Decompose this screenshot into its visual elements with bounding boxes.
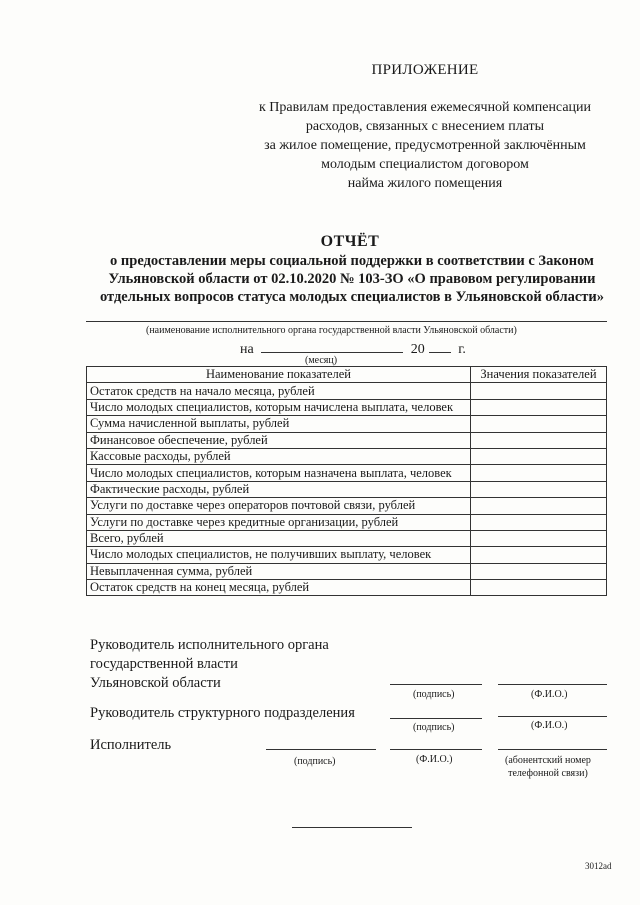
page-code: 3012ad (585, 861, 612, 871)
period-year: 20 (410, 342, 425, 357)
authority-caption: (наименование исполнительного органа государственной власти Ульяновской области) (146, 325, 517, 336)
closing-line (292, 827, 412, 828)
period-prefix: на (240, 342, 254, 357)
fio-caption: (Ф.И.О.) (531, 720, 568, 731)
row-name: Всего, рублей (87, 530, 471, 546)
year-field[interactable] (429, 340, 451, 353)
table-row (87, 530, 607, 546)
row-name: Невыплаченная сумма, рублей (87, 563, 471, 579)
table-header-row (87, 367, 607, 383)
fio-caption: (Ф.И.О.) (531, 689, 568, 700)
row-value-cell[interactable] (470, 547, 606, 563)
appendix-line: за жилое помещение, предусмотренной заключённым (264, 138, 586, 153)
head-of-authority-label (90, 636, 329, 693)
report-title: ОТЧЁТ (320, 233, 380, 250)
appendix-line: к Правилам предоставления ежемесячной компенсации (258, 100, 592, 115)
table-row (87, 547, 607, 563)
appendix-description (230, 98, 620, 193)
table-row (87, 465, 607, 481)
executor-label: Исполнитель (90, 737, 172, 753)
appendix-line: расходов, связанных с внесением платы (305, 119, 545, 134)
row-name: Сумма начисленной выплаты, рублей (87, 416, 471, 432)
row-value-cell[interactable] (470, 399, 606, 415)
signature-caption: (подпись) (294, 756, 336, 767)
report-subtitle-line: отдельных вопросов статуса молодых специалистов в Ульяновской области» (99, 289, 604, 305)
head-label-line: Руководитель исполнительного органа (90, 637, 329, 653)
table-row (87, 399, 607, 415)
head-label-line: государственной власти (90, 656, 238, 672)
phone-caption-line: телефонной связи) (508, 768, 588, 779)
row-name: Финансовое обеспечение, рублей (87, 432, 471, 448)
executor-signature-line[interactable] (266, 749, 376, 750)
executor-fio-line[interactable] (390, 749, 482, 750)
report-subtitle-line: о предоставлении меры социальной поддержки в соответствии с Законом (110, 253, 594, 269)
table-row (87, 514, 607, 530)
period-suffix: г. (458, 342, 466, 357)
table-row (87, 580, 607, 596)
row-name: Число молодых специалистов, которым назначена выплата, человек (87, 465, 471, 481)
row-name: Остаток средств на конец месяца, рублей (87, 580, 471, 596)
authority-name-line[interactable] (86, 321, 607, 322)
row-name: Услуги по доставке через операторов почтовой связи, рублей (87, 498, 471, 514)
signature-caption: (подпись) (413, 722, 455, 733)
head-label-line: Ульяновской области (90, 675, 221, 691)
table-row (87, 563, 607, 579)
column-header-value: Значения показателей (470, 367, 606, 383)
structural-head-label: Руководитель структурного подразделения (90, 705, 355, 721)
head-fio-line[interactable] (498, 684, 607, 685)
row-name: Фактические расходы, рублей (87, 481, 471, 497)
indicators-table (86, 366, 607, 596)
signature-caption: (подпись) (413, 689, 455, 700)
report-subtitle (82, 252, 622, 306)
row-value-cell[interactable] (470, 416, 606, 432)
column-header-name: Наименование показателей (87, 367, 471, 383)
month-field[interactable] (261, 340, 403, 353)
row-value-cell[interactable] (470, 481, 606, 497)
report-subtitle-line: Ульяновской области от 02.10.2020 № 103-ЗО «О правовом регулировании (108, 271, 596, 287)
appendix-line: молодым специалистом договором (321, 157, 529, 172)
row-value-cell[interactable] (470, 530, 606, 546)
row-name: Число молодых специалистов, которым начислена выплата, человек (87, 399, 471, 415)
phone-caption (505, 754, 591, 780)
table-row (87, 383, 607, 399)
table-row (87, 498, 607, 514)
executor-phone-line[interactable] (498, 749, 607, 750)
row-name: Кассовые расходы, рублей (87, 448, 471, 464)
fio-caption: (Ф.И.О.) (416, 754, 453, 765)
table-row (87, 448, 607, 464)
table-row (87, 432, 607, 448)
table-row (87, 481, 607, 497)
structural-fio-line[interactable] (498, 716, 607, 717)
month-caption: (месяц) (305, 355, 338, 366)
row-value-cell[interactable] (470, 432, 606, 448)
row-value-cell[interactable] (470, 383, 606, 399)
row-name: Услуги по доставке через кредитные организации, рублей (87, 514, 471, 530)
row-value-cell[interactable] (470, 448, 606, 464)
table-row (87, 416, 607, 432)
row-value-cell[interactable] (470, 465, 606, 481)
appendix-line: найма жилого помещения (347, 176, 503, 191)
row-value-cell[interactable] (470, 580, 606, 596)
row-name: Остаток средств на начало месяца, рублей (87, 383, 471, 399)
row-value-cell[interactable] (470, 498, 606, 514)
head-signature-line[interactable] (390, 684, 482, 685)
phone-caption-line: (абонентский номер (505, 755, 591, 766)
row-value-cell[interactable] (470, 514, 606, 530)
appendix-title: ПРИЛОЖЕНИЕ (371, 62, 479, 78)
row-value-cell[interactable] (470, 563, 606, 579)
row-name: Число молодых специалистов, не получивших выплату, человек (87, 547, 471, 563)
report-period (240, 340, 466, 358)
structural-signature-line[interactable] (390, 718, 482, 719)
